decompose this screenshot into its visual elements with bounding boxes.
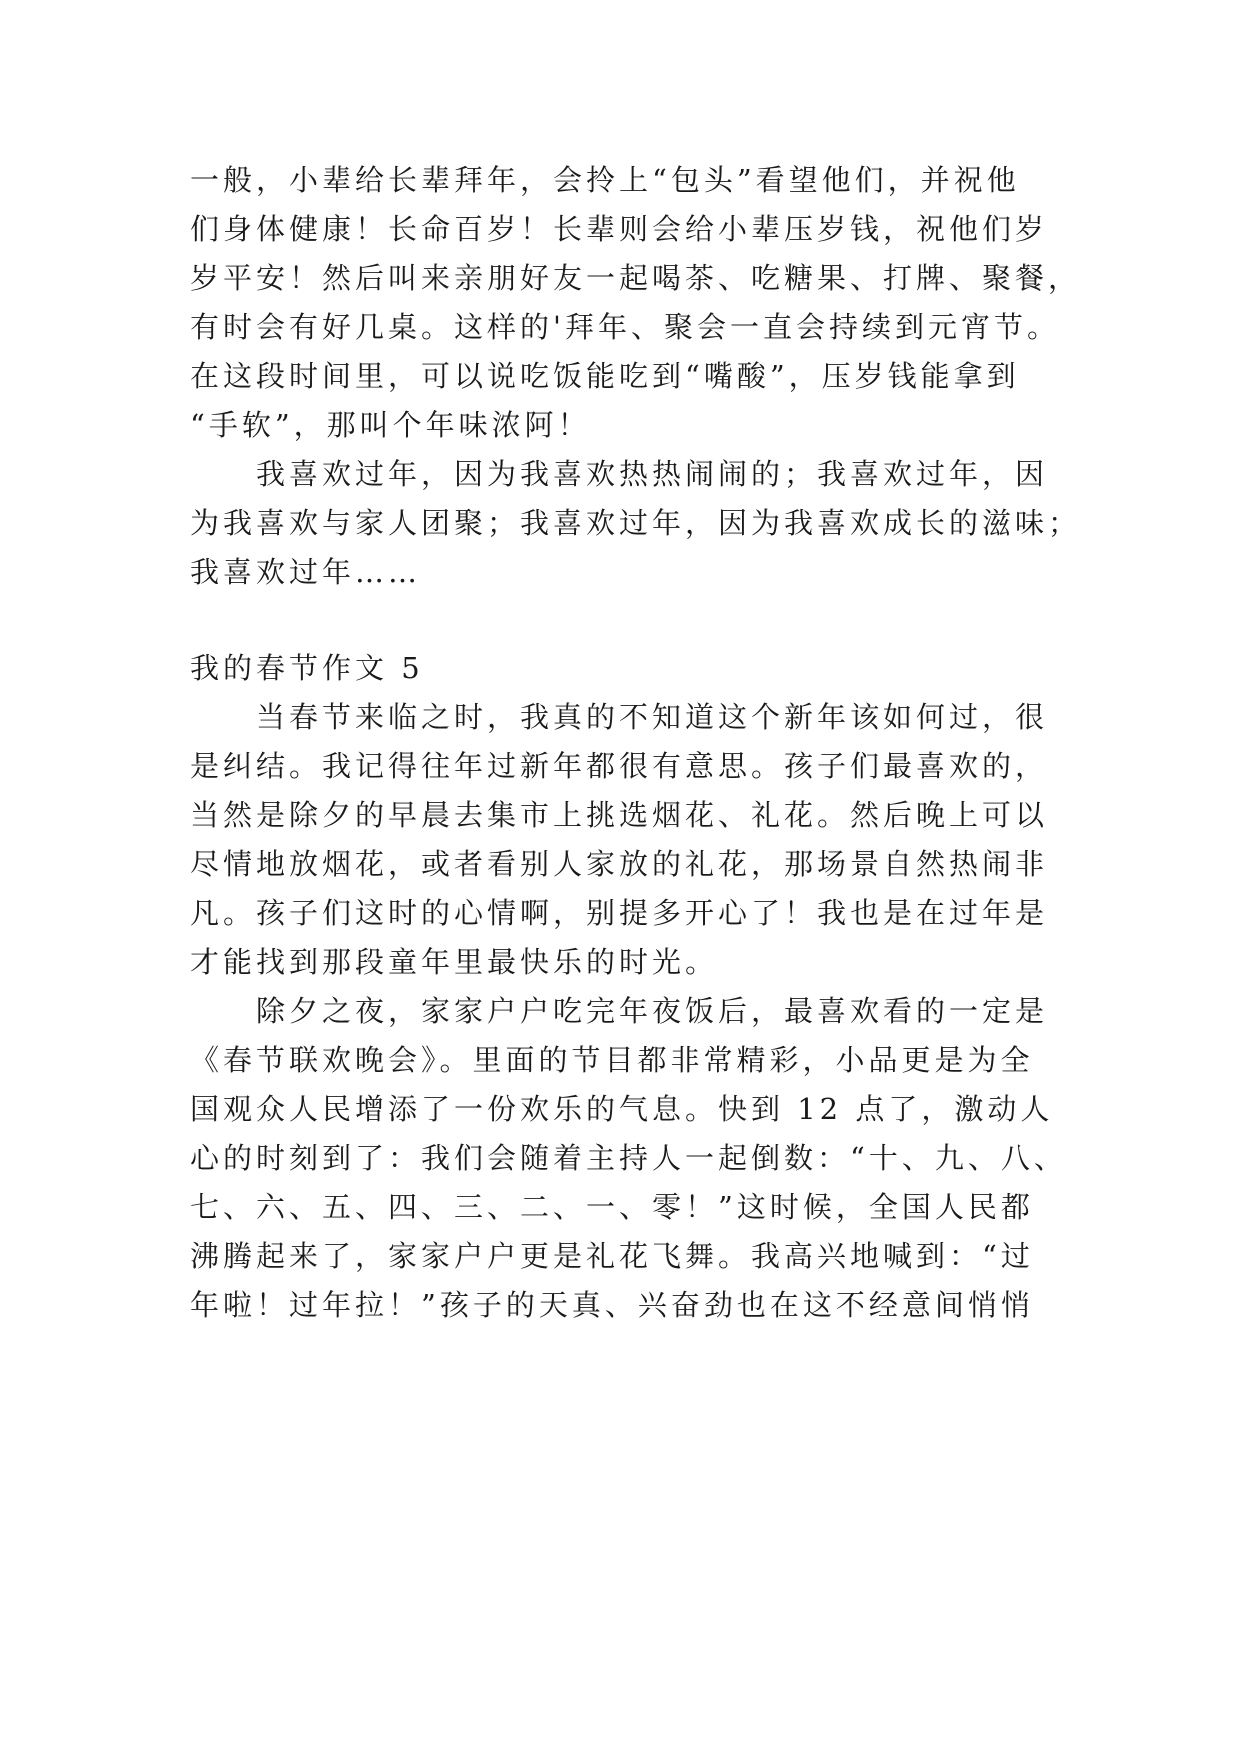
paragraph-line: 当春节来临之时，我真的不知道这个新年该如何过，很 xyxy=(256,700,1049,734)
paragraph-line: 尽情地放烟花，或者看别人家放的礼花，那场景自然热闹非 xyxy=(190,847,1049,881)
paragraph-line: 国观众人民增添了一份欢乐的气息。快到 12 点了，激动人 xyxy=(190,1092,1054,1126)
paragraph-line: 才能找到那段童年里最快乐的时光。 xyxy=(190,945,719,979)
paragraph-line: 沸腾起来了，家家户户更是礼花飞舞。我高兴地喊到：“过 xyxy=(190,1239,1034,1273)
paragraph-line: 在这段时间里，可以说吃饭能吃到“嘴酸”，压岁钱能拿到 xyxy=(190,359,1020,393)
paragraph-line: 凡。孩子们这时的心情啊，别提多开心了！我也是在过年是 xyxy=(190,896,1049,930)
paragraph-line: 七、六、五、四、三、二、一、零！”这时候，全国人民都 xyxy=(190,1190,1034,1224)
paragraph-line: “手软”，那叫个年味浓阿！ xyxy=(190,408,591,442)
paragraph-line: 一般，小辈给长辈拜年，会拎上“包头”看望他们，并祝他 xyxy=(190,163,1020,197)
paragraph-line: 有时会有好几桌。这样的'拜年、聚会一直会持续到元宵节。 xyxy=(190,310,1060,344)
paragraph-line: 除夕之夜，家家户户吃完年夜饭后，最喜欢看的一定是 xyxy=(256,994,1049,1028)
paragraph-line: 们身体健康！长命百岁！长辈则会给小辈压岁钱，祝他们岁 xyxy=(190,212,1049,246)
paragraph-line: 心的时刻到了：我们会随着主持人一起倒数：“十、九、八、 xyxy=(190,1141,1067,1175)
paragraph-line: 年啦！过年拉！”孩子的天真、兴奋劲也在这不经意间悄悄 xyxy=(190,1288,1034,1322)
paragraph-line: 《春节联欢晚会》。里面的节目都非常精彩，小品更是为全 xyxy=(190,1043,1034,1077)
paragraph-line: 我喜欢过年…… xyxy=(190,555,422,589)
paragraph-line: 我喜欢过年，因为我喜欢热热闹闹的；我喜欢过年，因 xyxy=(256,457,1049,491)
paragraph-line: 当然是除夕的早晨去集市上挑选烟花、礼花。然后晚上可以 xyxy=(190,798,1049,832)
paragraph-line: 是纠结。我记得往年过新年都很有意思。孩子们最喜欢的， xyxy=(190,749,1049,783)
paragraph-line: 岁平安！然后叫来亲朋好友一起喝茶、吃糖果、打牌、聚餐， xyxy=(190,261,1082,295)
section-heading: 我的春节作文 5 xyxy=(190,651,424,685)
paragraph-line: 为我喜欢与家人团聚；我喜欢过年，因为我喜欢成长的滋味； xyxy=(190,506,1082,540)
